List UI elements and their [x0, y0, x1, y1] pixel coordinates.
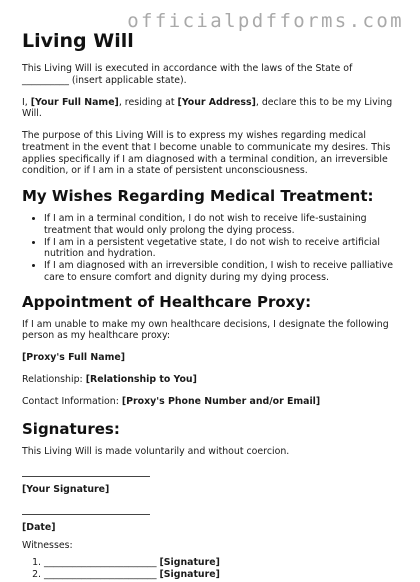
- wishes-list: [22, 213, 400, 284]
- wishes-heading: My Wishes Regarding Medical Treatment:: [22, 187, 374, 205]
- witness-list: [22, 557, 400, 581]
- relationship-label: Relationship:: [22, 373, 86, 385]
- proxy-name-placeholder: [Proxy's Full Name]: [22, 352, 125, 363]
- witness-signature-label: [Signature]: [159, 557, 220, 569]
- signatures-heading: Signatures:: [22, 420, 120, 439]
- date-line: [22, 504, 150, 515]
- full-name-placeholder: [Your Full Name]: [30, 96, 119, 108]
- proxy-relationship-line: [22, 374, 400, 386]
- witnesses-label: Witnesses:: [22, 539, 73, 551]
- signature-label-line: [22, 484, 400, 496]
- proxy-name-line: [22, 352, 400, 364]
- address-placeholder: [Your Address]: [177, 96, 256, 108]
- document-title: Living Will: [22, 30, 134, 52]
- signature-line: [22, 466, 150, 477]
- witness-signature-label: [Signature]: [159, 569, 220, 581]
- declaration-middle: , residing at: [118, 96, 178, 108]
- voluntary-statement: This Living Will is made voluntarily and without coercion.: [22, 446, 290, 458]
- proxy-contact-line: [22, 396, 400, 408]
- watermark: officialpdfforms.com: [127, 10, 404, 32]
- contact-placeholder: [Proxy's Phone Number and/or Email]: [121, 395, 321, 407]
- declaration-paragraph: [22, 97, 400, 121]
- signature-placeholder: [Your Signature]: [22, 484, 110, 495]
- proxy-heading: Appointment of Healthcare Proxy:: [22, 292, 312, 311]
- intro-paragraph: This Living Will is executed in accordance with the laws of the State of __________ (insert applicable state).: [22, 63, 353, 86]
- relationship-placeholder: [Relationship to You]: [85, 373, 197, 385]
- witness-line: ________________________: [44, 557, 157, 569]
- wish-item: • If I am diagnosed with an irreversible condition, I wish to receive palliative care to ensure comfort and dignity during my dying process.: [44, 260, 400, 284]
- document-page: [22, 30, 400, 582]
- witness-item: [44, 557, 400, 569]
- declaration-suffix: , declare this to be my Living Will.: [22, 96, 393, 120]
- witness-line: ________________________: [44, 569, 157, 581]
- witness-item: [44, 569, 400, 581]
- date-placeholder: [Date]: [22, 521, 56, 533]
- purpose-paragraph: The purpose of this Living Will is to express my wishes regarding medical treatment in the event that I become unable to communicate my desires. This applies specifically if I am diagnosed with a terminal condition, an irreversible condition, or if I am in a state of persistent unconsciousness.: [22, 130, 391, 177]
- date-label-line: [22, 522, 400, 534]
- proxy-intro: If I am unable to make my own healthcare decisions, I designate the following person as my healthcare proxy:: [22, 318, 389, 342]
- declaration-prefix: I,: [22, 96, 31, 108]
- wish-item: • If I am in a terminal condition, I do not wish to receive life-sustaining treatment that would only prolong the dying process.: [44, 213, 400, 237]
- contact-label: Contact Information:: [22, 395, 122, 407]
- wish-item: • If I am in a persistent vegetative state, I do not wish to receive artificial nutrition and hydration.: [44, 237, 400, 261]
